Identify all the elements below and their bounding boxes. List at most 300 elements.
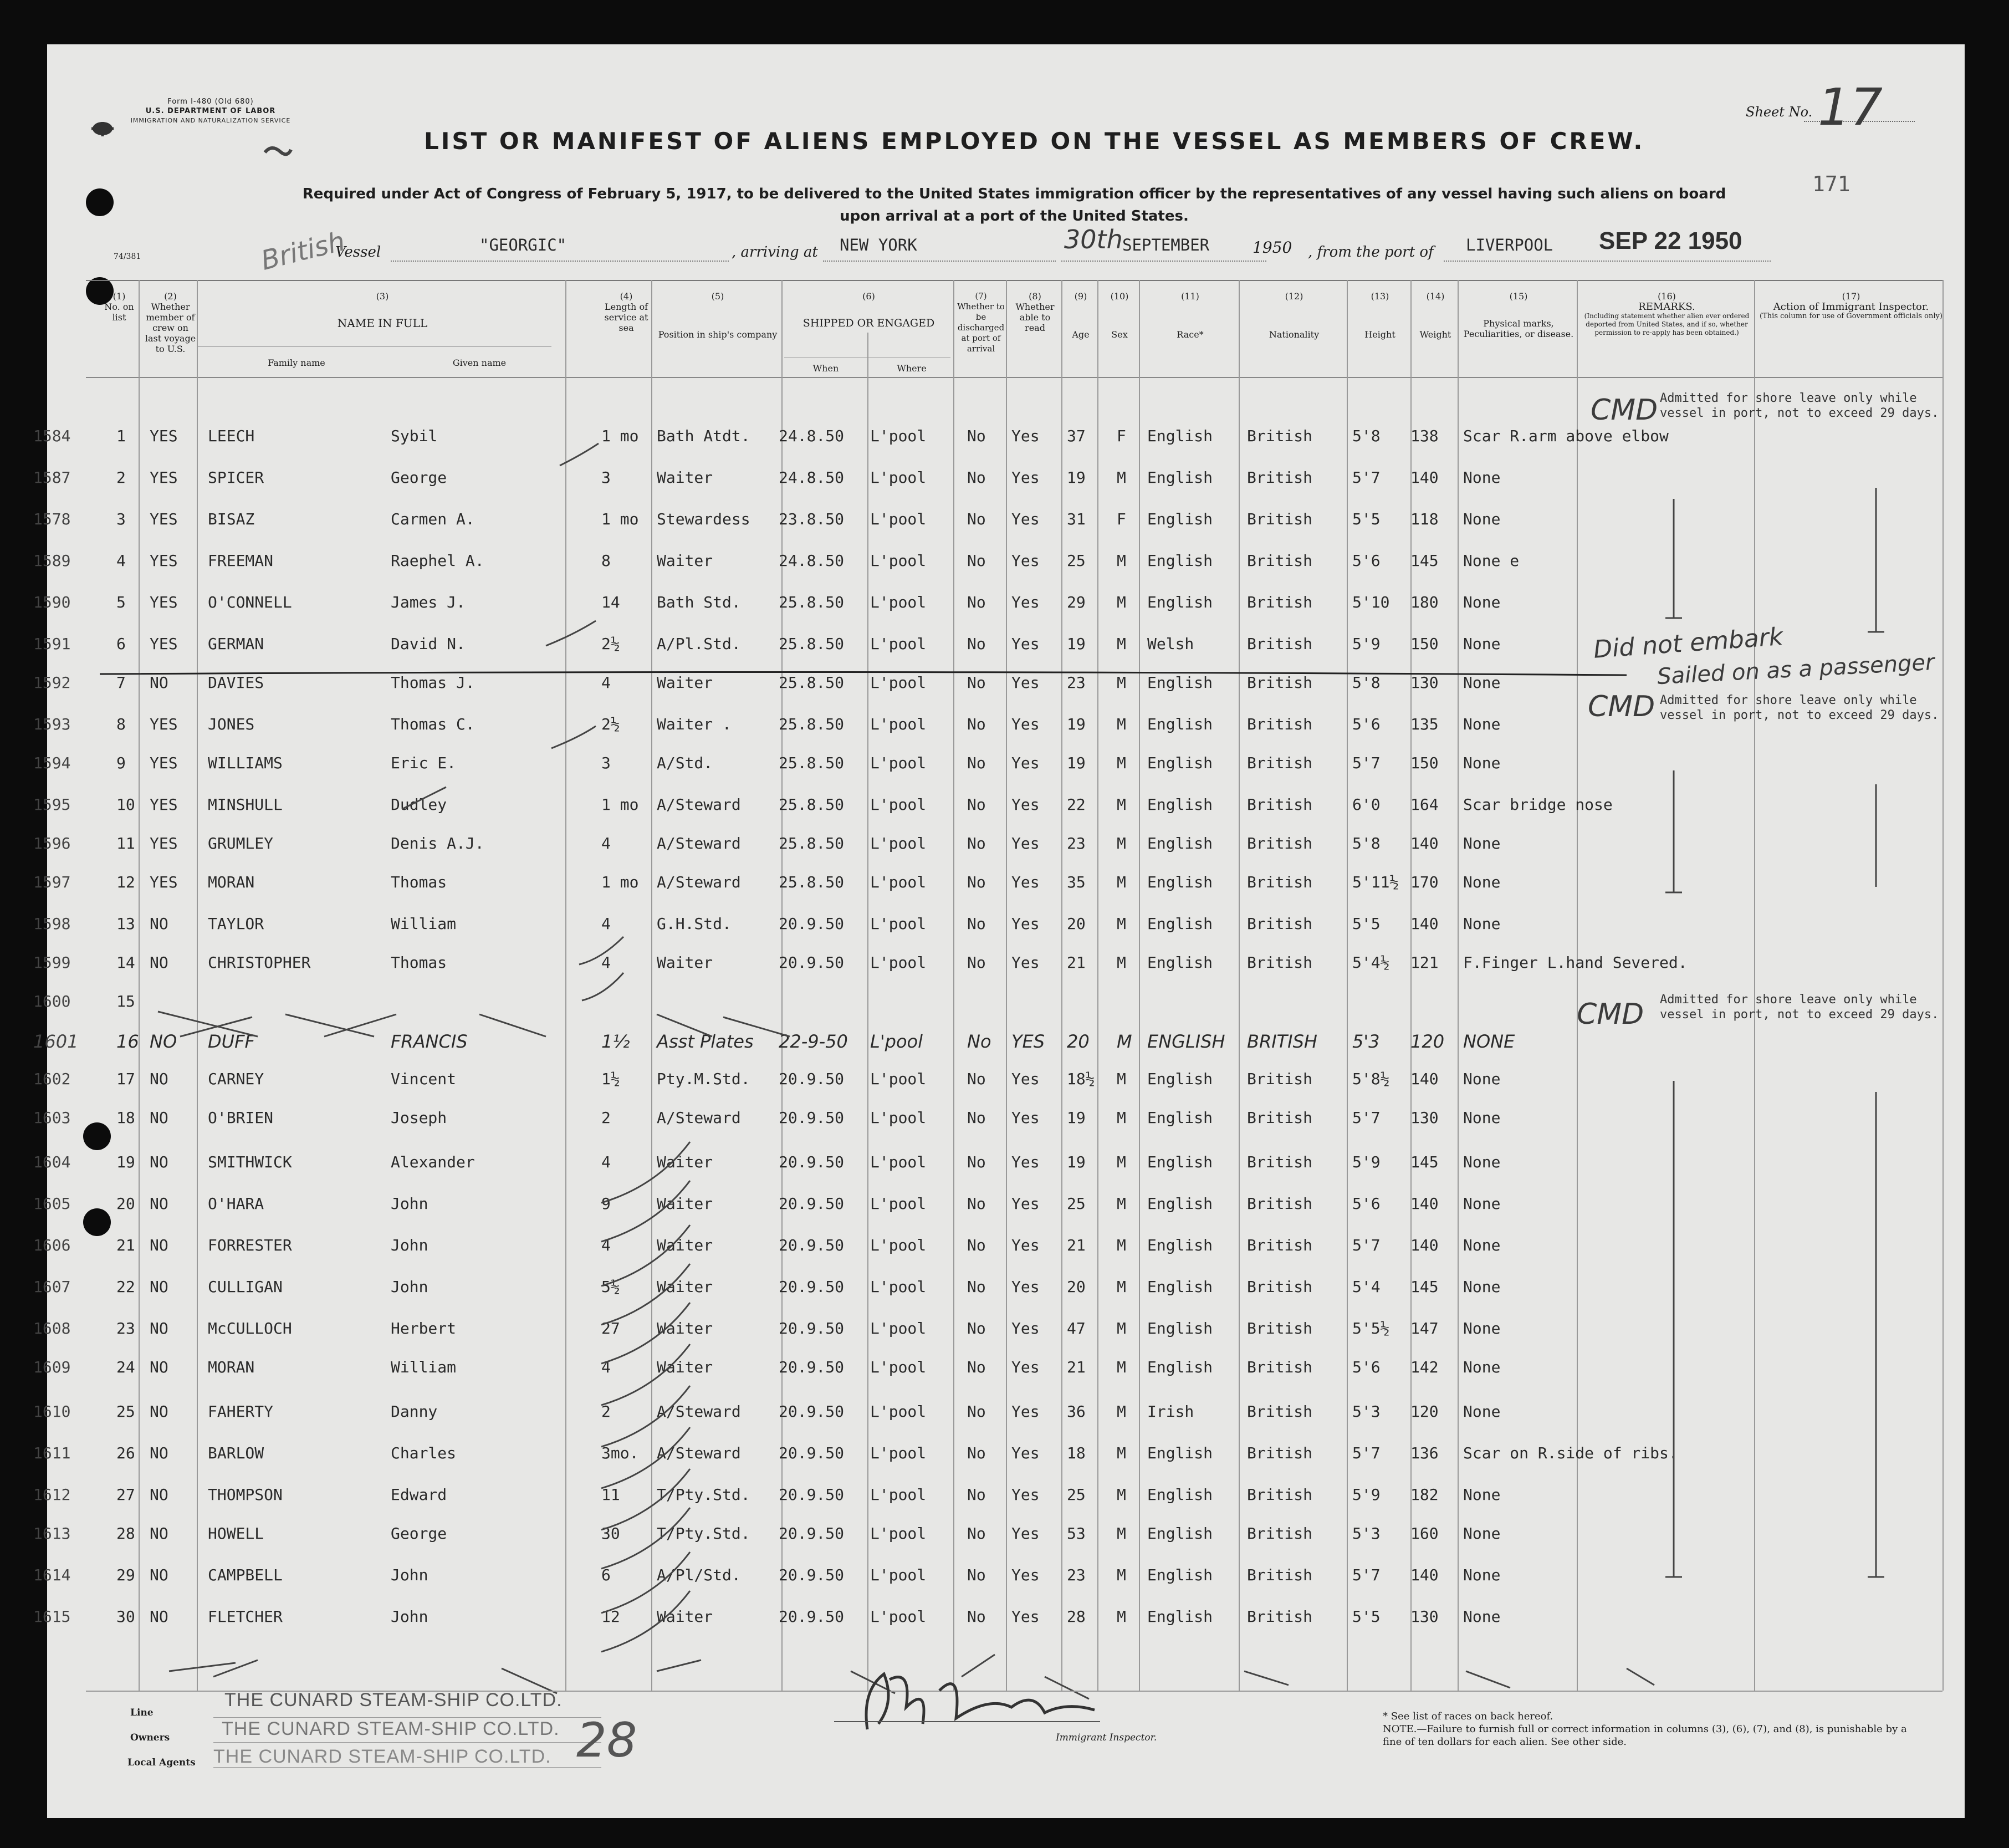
col-header-given: Given name — [452, 358, 507, 368]
cell-marks: None — [1463, 1607, 1501, 1626]
cell-last-voyage: NO — [150, 1607, 168, 1626]
cell-where: L'pool — [870, 953, 927, 972]
cell-when: 20.9.50 — [779, 1566, 845, 1584]
cell-read: Yes — [1011, 1194, 1040, 1213]
cell-where: L'pool — [870, 1109, 927, 1127]
cell-age: 29 — [1067, 593, 1086, 611]
cell-service: 3 — [601, 754, 611, 772]
cell-sex: M — [1117, 795, 1126, 814]
cell-read: Yes — [1011, 953, 1040, 972]
cell-height: 5'8½ — [1352, 1070, 1390, 1088]
cell-last-voyage: NO — [150, 1236, 168, 1254]
from-label: , from the port of — [1308, 244, 1434, 261]
cell-discharged: No — [967, 1153, 986, 1171]
owners-stamp: THE CUNARD STEAM-SHIP CO.LTD. — [222, 1718, 560, 1739]
cell-no: 1 — [116, 427, 126, 445]
cell-race: English — [1147, 795, 1213, 814]
cell-height: 5'7 — [1352, 1566, 1381, 1584]
cell-nationality: British — [1247, 1319, 1313, 1337]
local-agents-label: Local Agents — [127, 1757, 196, 1768]
cell-ref: 1587 — [33, 468, 71, 487]
cell-read: Yes — [1011, 1319, 1040, 1337]
form-number: Form I-480 (Old 680) — [167, 98, 254, 106]
cell-nationality: British — [1247, 673, 1313, 692]
flag-note: British — [258, 226, 349, 277]
cell-sex: M — [1117, 1278, 1126, 1296]
cell-ref: 1605 — [33, 1194, 71, 1213]
cell-where: L'pool — [870, 1444, 927, 1462]
cell-ref: 1593 — [33, 715, 71, 733]
cell-when: 20.9.50 — [779, 1358, 845, 1376]
cell-family: O'HARA — [208, 1194, 264, 1213]
cell-read: Yes — [1011, 1444, 1040, 1462]
check-marks — [47, 44, 1965, 1818]
cell-marks: None — [1463, 1109, 1501, 1127]
col-header-action: (17) Action of Immigrant Inspector. (This column for use of Government officials only) — [1760, 291, 1942, 320]
cell-nationality: British — [1247, 1402, 1313, 1421]
cell-race: English — [1147, 1236, 1213, 1254]
cell-read: Yes — [1011, 510, 1040, 528]
cell-race: English — [1147, 510, 1213, 528]
cell-sex: M — [1117, 1402, 1126, 1421]
cell-where: L'pool — [870, 915, 927, 933]
cell-nationality: British — [1247, 915, 1313, 933]
cell-discharged: No — [967, 1278, 986, 1296]
cell-nationality: British — [1247, 1358, 1313, 1376]
cell-discharged: No — [967, 834, 986, 852]
cell-height: 5'5 — [1352, 915, 1381, 933]
cell-height: 5'6 — [1352, 1194, 1381, 1213]
cell-no: 18 — [116, 1109, 135, 1127]
col-header-sex: (10) Sex — [1110, 291, 1129, 340]
cell-no: 2 — [116, 468, 126, 487]
cell-race: English — [1147, 1070, 1213, 1088]
cell-last-voyage: YES — [150, 552, 178, 570]
vessel-label: Vessel — [335, 244, 381, 261]
cell-weight: 164 — [1410, 795, 1439, 814]
cell-race: English — [1147, 1194, 1213, 1213]
cell-position: Bath Atdt. — [657, 427, 750, 445]
cell-sex: M — [1117, 1070, 1126, 1088]
cell-height: 5'8 — [1352, 673, 1381, 692]
cell-no: 15 — [116, 992, 135, 1010]
cell-service: 1½ — [601, 1070, 620, 1088]
cell-service: 12 — [601, 1607, 620, 1626]
cell-age: 19 — [1067, 1153, 1086, 1171]
cell-service: 5½ — [601, 1278, 620, 1296]
cell-race: Welsh — [1147, 635, 1194, 653]
cell-no: 27 — [116, 1485, 135, 1504]
cell-height: 5'3 — [1352, 1402, 1381, 1421]
cell-ref: 1594 — [33, 754, 71, 772]
cell-where: L'pool — [870, 1566, 927, 1584]
cell-marks: None — [1463, 1566, 1501, 1584]
cell-read: Yes — [1011, 915, 1040, 933]
cell-sex: M — [1117, 1524, 1126, 1543]
cell-service: 4 — [601, 915, 611, 933]
arrival-year: 1950 — [1253, 238, 1292, 257]
cell-no: 17 — [116, 1070, 135, 1088]
footer-notes — [1383, 1710, 1926, 1748]
cell-discharged: No — [967, 754, 986, 772]
shore-leave-stamp: Admitted for shore leave only while vessel in port, not to exceed 29 days. — [1660, 391, 1939, 420]
cell-sex: M — [1117, 1031, 1132, 1052]
cell-service: 4 — [601, 953, 611, 972]
did-not-embark-note: Did not embark — [1592, 622, 1784, 664]
cell-discharged: No — [967, 953, 986, 972]
col-header-race: (11) Race* — [1177, 291, 1204, 340]
cell-marks: None — [1463, 468, 1501, 487]
col-header-remarks: (16) REMARKS. (Including statement whether alien ever ordered deported from United States, and if so, whether permission to re-apply has been obtained.) — [1584, 291, 1750, 336]
cell-race: English — [1147, 468, 1213, 487]
cell-weight: 135 — [1410, 715, 1439, 733]
cell-where: L'pool — [870, 427, 927, 445]
cell-where: L'pool — [870, 552, 927, 570]
cell-when: 25.8.50 — [779, 635, 845, 653]
cell-sex: M — [1117, 1194, 1126, 1213]
cell-ref: 1606 — [33, 1236, 71, 1254]
cell-family: CULLIGAN — [208, 1278, 283, 1296]
cell-race: English — [1147, 673, 1213, 692]
cell-nationality: British — [1247, 715, 1313, 733]
cell-given: Denis A.J. — [391, 834, 484, 852]
cell-last-voyage: NO — [150, 1070, 168, 1088]
cell-no: 23 — [116, 1319, 135, 1337]
cell-given: Thomas J. — [391, 673, 475, 692]
cell-weight: 150 — [1410, 635, 1439, 653]
cell-weight: 120 — [1410, 1402, 1439, 1421]
cell-position: A/Std. — [657, 754, 713, 772]
cell-family: DAVIES — [208, 673, 264, 692]
cell-weight: 121 — [1410, 953, 1439, 972]
cell-position: Waiter — [657, 552, 713, 570]
cell-last-voyage: NO — [150, 953, 168, 972]
cell-read: Yes — [1011, 635, 1040, 653]
cell-nationality: British — [1247, 1153, 1313, 1171]
cell-height: 5'8 — [1352, 427, 1381, 445]
vessel-name: "GEORGIC" — [479, 236, 567, 254]
cell-family: MORAN — [208, 873, 255, 891]
cell-when: 20.9.50 — [779, 1402, 845, 1421]
cell-discharged: No — [967, 593, 986, 611]
cell-age: 18 — [1067, 1444, 1086, 1462]
cell-where: L'pool — [870, 1319, 927, 1337]
cell-race: English — [1147, 1607, 1213, 1626]
cell-last-voyage: NO — [150, 1319, 168, 1337]
cell-where: L'pool — [870, 754, 927, 772]
cell-sex: F — [1117, 510, 1126, 528]
cell-where: L'pool — [870, 1607, 927, 1626]
form-code: 74/381 — [114, 252, 141, 261]
cell-last-voyage: NO — [150, 1524, 168, 1543]
cell-family: MORAN — [208, 1358, 255, 1376]
cell-no: 14 — [116, 953, 135, 972]
cell-discharged: No — [967, 1236, 986, 1254]
cell-given: John — [391, 1194, 428, 1213]
cell-given: William — [391, 1358, 457, 1376]
cell-age: 19 — [1067, 715, 1086, 733]
cell-family: GRUMLEY — [208, 834, 274, 852]
cell-family: DUFF — [208, 1031, 255, 1052]
cell-read: Yes — [1011, 1070, 1040, 1088]
cell-when: 20.9.50 — [779, 1607, 845, 1626]
cell-family: HOWELL — [208, 1524, 264, 1543]
cell-height: 5'6 — [1352, 552, 1381, 570]
cell-last-voyage: YES — [150, 468, 178, 487]
cell-weight: 182 — [1410, 1485, 1439, 1504]
cell-race: English — [1147, 754, 1213, 772]
did-not-embark-note-2: Sailed on as a passenger — [1657, 649, 1935, 690]
col-header-family: Family name — [268, 358, 325, 368]
cell-when: 23.8.50 — [779, 510, 845, 528]
cell-where: L'pool — [870, 635, 927, 653]
cell-position: A/Steward — [657, 1109, 741, 1127]
cell-when: 20.9.50 — [779, 1236, 845, 1254]
cell-position: Waiter . — [657, 715, 732, 733]
cell-no: 5 — [116, 593, 126, 611]
cell-read: Yes — [1011, 1358, 1040, 1376]
cell-age: 25 — [1067, 1194, 1086, 1213]
cell-ref: 1603 — [33, 1109, 71, 1127]
cell-nationality: British — [1247, 873, 1313, 891]
cell-ref: 1609 — [33, 1358, 71, 1376]
cell-last-voyage: NO — [150, 1402, 168, 1421]
cell-height: 5'3 — [1352, 1031, 1380, 1052]
cell-ref: 1601 — [33, 1031, 79, 1052]
cell-discharged: No — [967, 795, 986, 814]
cell-family: GERMAN — [208, 635, 264, 653]
cell-when: 25.8.50 — [779, 754, 845, 772]
cell-given: FRANCIS — [391, 1031, 468, 1052]
cell-where: L'pool — [870, 1485, 927, 1504]
cell-weight: 130 — [1410, 673, 1439, 692]
cell-ref: 1613 — [33, 1524, 71, 1543]
cell-ref: 1604 — [33, 1153, 71, 1171]
cell-when: 25.8.50 — [779, 795, 845, 814]
cell-weight: 136 — [1410, 1444, 1439, 1462]
cell-race: English — [1147, 1524, 1213, 1543]
cell-ref: 1590 — [33, 593, 71, 611]
cell-nationality: British — [1247, 834, 1313, 852]
cell-service: 6 — [601, 1566, 611, 1584]
cell-marks: None — [1463, 1236, 1501, 1254]
inspector-label: Immigrant Inspector. — [1056, 1732, 1157, 1743]
cell-service: 2½ — [601, 635, 620, 653]
cell-service: 14 — [601, 593, 620, 611]
cell-given: Eric E. — [391, 754, 457, 772]
cell-marks: None — [1463, 635, 1501, 653]
cell-where: L'pool — [870, 1153, 927, 1171]
cell-family: THOMPSON — [208, 1485, 283, 1504]
cell-read: Yes — [1011, 795, 1040, 814]
cell-position: Waiter — [657, 1319, 713, 1337]
cell-position: T/Pty.Std. — [657, 1524, 750, 1543]
cell-service: 2½ — [601, 715, 620, 733]
cell-position: Waiter — [657, 468, 713, 487]
cell-race: English — [1147, 1566, 1213, 1584]
cell-when: 25.8.50 — [779, 673, 845, 692]
cell-when: 20.9.50 — [779, 1319, 845, 1337]
cell-age: 21 — [1067, 953, 1086, 972]
cell-ref: 1578 — [33, 510, 71, 528]
cell-no: 25 — [116, 1402, 135, 1421]
manifest-sheet — [33, 44, 1965, 1818]
cell-sex: M — [1117, 715, 1126, 733]
cell-when: 25.8.50 — [779, 834, 845, 852]
cell-given: Vincent — [391, 1070, 457, 1088]
cell-age: 31 — [1067, 510, 1086, 528]
cell-discharged: No — [967, 635, 986, 653]
subtitle-line-1: Required under Act of Congress of February 5, 1917, to be delivered to the United States immigration officer by the representatives of any vessel having such aliens on board — [302, 186, 1726, 202]
cell-weight: 130 — [1410, 1607, 1439, 1626]
cell-discharged: No — [967, 1485, 986, 1504]
cell-family: CHRISTOPHER — [208, 953, 311, 972]
department-name: U.S. DEPARTMENT OF LABOR — [145, 107, 276, 115]
cell-age: 19 — [1067, 1109, 1086, 1127]
cell-given: John — [391, 1236, 428, 1254]
cell-last-voyage: YES — [150, 510, 178, 528]
cell-marks: None — [1463, 1524, 1501, 1543]
cell-given: John — [391, 1278, 428, 1296]
cell-height: 5'4 — [1352, 1278, 1381, 1296]
cell-given: Joseph — [391, 1109, 447, 1127]
page-number: 171 — [1812, 172, 1850, 196]
cell-age: 23 — [1067, 1566, 1086, 1584]
cell-position: A/Pl/Std. — [657, 1566, 741, 1584]
cell-family: WILLIAMS — [208, 754, 283, 772]
cell-read: Yes — [1011, 468, 1040, 487]
cell-sex: M — [1117, 915, 1126, 933]
col-header-age: (9) Age — [1072, 291, 1090, 340]
cell-weight: 140 — [1410, 834, 1439, 852]
cell-discharged: No — [967, 715, 986, 733]
cell-age: 35 — [1067, 873, 1086, 891]
cell-position: Bath Std. — [657, 593, 741, 611]
cell-sex: M — [1117, 834, 1126, 852]
cell-weight: 145 — [1410, 1153, 1439, 1171]
cell-last-voyage: YES — [150, 754, 178, 772]
col-header-read: (8) Whether able to read — [1015, 291, 1055, 333]
cell-given: David N. — [391, 635, 466, 653]
cell-weight: 120 — [1410, 1031, 1445, 1052]
cell-read: Yes — [1011, 1278, 1040, 1296]
local-agents-stamp: THE CUNARD STEAM-SHIP CO.LTD. — [213, 1746, 551, 1767]
cell-age: 47 — [1067, 1319, 1086, 1337]
cell-age: 20 — [1067, 915, 1086, 933]
arrival-month: SEPTEMBER — [1122, 236, 1210, 254]
cell-height: 5'6 — [1352, 715, 1381, 733]
cell-read: Yes — [1011, 1153, 1040, 1171]
cell-race: English — [1147, 834, 1213, 852]
cell-sex: M — [1117, 635, 1126, 653]
cell-no: 19 — [116, 1153, 135, 1171]
cell-weight: 145 — [1410, 1278, 1439, 1296]
cell-ref: 1608 — [33, 1319, 71, 1337]
cell-read: Yes — [1011, 834, 1040, 852]
cell-read: Yes — [1011, 754, 1040, 772]
cell-weight: 180 — [1410, 593, 1439, 611]
cell-last-voyage: YES — [150, 715, 178, 733]
cell-position: Waiter — [657, 673, 713, 692]
cell-discharged: No — [967, 873, 986, 891]
cell-height: 5'4½ — [1352, 953, 1390, 972]
cell-last-voyage: YES — [150, 593, 178, 611]
cell-given: James J. — [391, 593, 466, 611]
cell-read: Yes — [1011, 1109, 1040, 1127]
cell-age: 18½ — [1067, 1070, 1095, 1088]
cell-discharged: No — [967, 1607, 986, 1626]
cell-age: 23 — [1067, 834, 1086, 852]
cell-family: MINSHULL — [208, 795, 283, 814]
col-header-name: (3) NAME IN FULL — [337, 291, 428, 330]
cell-marks: None — [1463, 1278, 1501, 1296]
cell-no: 22 — [116, 1278, 135, 1296]
line-stamp: THE CUNARD STEAM-SHIP CO.LTD. — [224, 1689, 563, 1711]
cell-read: Yes — [1011, 873, 1040, 891]
cell-last-voyage: NO — [150, 1194, 168, 1213]
cell-nationality: British — [1247, 1524, 1313, 1543]
cell-nationality: British — [1247, 593, 1313, 611]
cell-position: T/Pty.Std. — [657, 1485, 750, 1504]
cell-last-voyage: NO — [150, 1444, 168, 1462]
cell-family: JONES — [208, 715, 255, 733]
cell-discharged: No — [967, 1358, 986, 1376]
cell-sex: M — [1117, 873, 1126, 891]
cell-height: 5'5½ — [1352, 1319, 1390, 1337]
cell-race: English — [1147, 953, 1213, 972]
cell-when: 20.9.50 — [779, 1524, 845, 1543]
cell-family: FREEMAN — [208, 552, 274, 570]
cell-no: 12 — [116, 873, 135, 891]
cell-weight: 160 — [1410, 1524, 1439, 1543]
cell-ref: 1584 — [33, 427, 71, 445]
cell-sex: M — [1117, 1358, 1126, 1376]
col-header-discharged: (7) Whether to be discharged at port of arrival — [957, 291, 1005, 354]
cell-family: FAHERTY — [208, 1402, 274, 1421]
col-header-service: (4) Length of service at sea — [604, 291, 648, 333]
cell-position: Waiter — [657, 1153, 713, 1171]
cell-sex: M — [1117, 1153, 1126, 1171]
col-header-position: (5) Position in ship's company — [658, 291, 778, 340]
cell-height: 5'7 — [1352, 1236, 1381, 1254]
cell-when: 24.8.50 — [779, 468, 845, 487]
cell-weight: 170 — [1410, 873, 1439, 891]
cell-nationality: British — [1247, 1236, 1313, 1254]
cell-marks: None — [1463, 754, 1501, 772]
cell-nationality: British — [1247, 953, 1313, 972]
cell-read: Yes — [1011, 1236, 1040, 1254]
cell-last-voyage: YES — [150, 873, 178, 891]
cell-where: L'pool — [870, 510, 927, 528]
cell-race: English — [1147, 1319, 1213, 1337]
cell-family: CAMPBELL — [208, 1566, 283, 1584]
cell-service: 11 — [601, 1485, 620, 1504]
cell-position: A/Steward — [657, 873, 741, 891]
cell-ref: 1597 — [33, 873, 71, 891]
cell-height: 5'3 — [1352, 1524, 1381, 1543]
cell-given: John — [391, 1566, 428, 1584]
cell-when: 20.9.50 — [779, 1278, 845, 1296]
cell-discharged: No — [967, 468, 986, 487]
cell-where: L'pool — [870, 795, 927, 814]
cell-race: English — [1147, 873, 1213, 891]
cell-when: 20.9.50 — [779, 1444, 845, 1462]
total-count: 28 — [576, 1713, 637, 1768]
cell-service: 9 — [601, 1194, 611, 1213]
cell-discharged: No — [967, 1319, 986, 1337]
cell-given: Edward — [391, 1485, 447, 1504]
sheet-label: Sheet No. — [1746, 104, 1813, 120]
